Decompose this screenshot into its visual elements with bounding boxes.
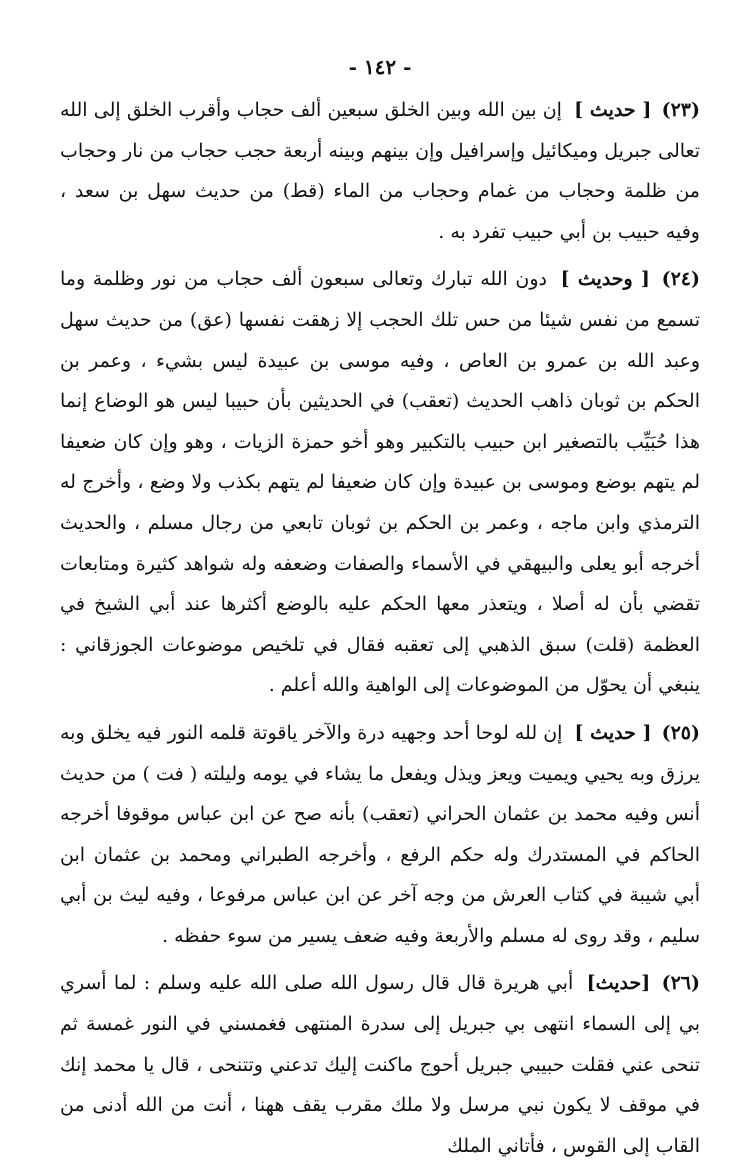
hadith-label: [ حديث ]	[574, 721, 652, 744]
hadith-paragraph-23	[60, 90, 700, 252]
page-number: - ١٤٢ -	[348, 55, 412, 79]
hadith-number: (٢٤)	[661, 268, 700, 291]
hadith-text: إن بين الله وبين الخلق سبعين ألف حجاب وأقرب الخلق إلى الله تعالى جبريل وميكائيل وإسرافيل وإن بينهم وبينه أربعة حجب حجاب من نار وحجاب من ظلمة وحجاب من غمام وحجاب من الماء (قط) من حديث سهل بن سعد ، وفيه حبيب بن أبي حبيب تفرد به .	[60, 99, 700, 243]
hadith-label: [ وحديث ]	[560, 268, 650, 291]
hadith-paragraph-25	[60, 713, 700, 957]
page-text	[60, 90, 700, 1166]
hadith-paragraph-26	[60, 963, 700, 1166]
hadith-number: (٢٥)	[661, 721, 701, 744]
hadith-number: (٢٣)	[661, 99, 701, 121]
hadith-text: أبي هريرة قال قال رسول الله صلى الله عليه وسلم : لما أسري بي إلى السماء انتهى بي جبريل إلى سدرة المنتهى فغمسني في النور غمسة ثم تنحى عني فقلت حبيبي جبريل أحوج ماكنت إليك تدعني وتتنحى ، قال يا محمد إنك في موقف لا يكون نبي مرسل ولا ملك مقرب يقف ههنا ، أنت من الله أدنى من القاب إلى القوس ، فأتاني الملك	[60, 972, 700, 1157]
hadith-label: [ حديث ]	[574, 99, 652, 121]
hadith-number: (٢٦)	[661, 972, 700, 995]
hadith-label: [حديث]	[586, 972, 651, 995]
hadith-text: إن لله لوحا أحد وجهيه درة والآخر ياقوتة قلمه النور فيه يخلق وبه يرزق وبه يحيي ويميت ويعز ويذل ويفعل ما يشاء في يومه وليلته ( فت ) من حديث أنس وفيه محمد بن عثمان الحراني (تعقب) بأنه صح عن ابن عباس موقوفا أخرجه الحاكم في المستدرك وله حكم الرفع ، وأخرجه الطبراني ومحمد بن عثمان ابن أبي شيبة في كتاب العرش من وجه آخر عن ابن عباس مرفوعا ، وفيه ليث بن أبي سليم ، وقد روى له مسلم والأربعة وفيه ضعف يسير من سوء حفظه .	[60, 721, 700, 947]
hadith-paragraph-24	[60, 259, 700, 706]
hadith-text: دون الله تبارك وتعالى سبعون ألف حجاب من نور وظلمة وما تسمع من نفس شيئا من حس تلك الحجب إلا زهقت نفسها (عق) من حديث سهل وعبد الله بن عمرو بن العاص ، وفيه موسى بن عبيدة ليس بشيء ، وعمر بن الحكم بن ثوبان ذاهب الحديث (تعقب) في الحديثين بأن حبيبا ليس هو الوضاع إنما هذا حُبَيِّب بالتصغير ابن حبيب بالتكبير وهو أخو حمزة الزيات ، وهو وإن كان ضعيفا لم يتهم بوضع وموسى بن عبيدة وإن كان ضعيفا لم يتهم بكذب ولا وضع ، وأخرج له الترمذي وابن ماجه ، وعمر بن الحكم بن ثوبان تابعي من رجال مسلم ، والحديث أخرجه أبو يعلى والبيهقي في الأسماء والصفات وضعفه وله شواهد كثيرة ومتابعات تقضي بأن له أصلا ، ويتعذر معها الحكم عليه بالوضع أكثرها عند أبي الشيخ في العظمة (قلت) سبق الذهبي إلى تعقبه فقال في تلخيص موضوعات الجوزقاني : ينبغي أن يحوّل من الموضوعات إلى الواهية والله أعلم .	[60, 268, 700, 697]
